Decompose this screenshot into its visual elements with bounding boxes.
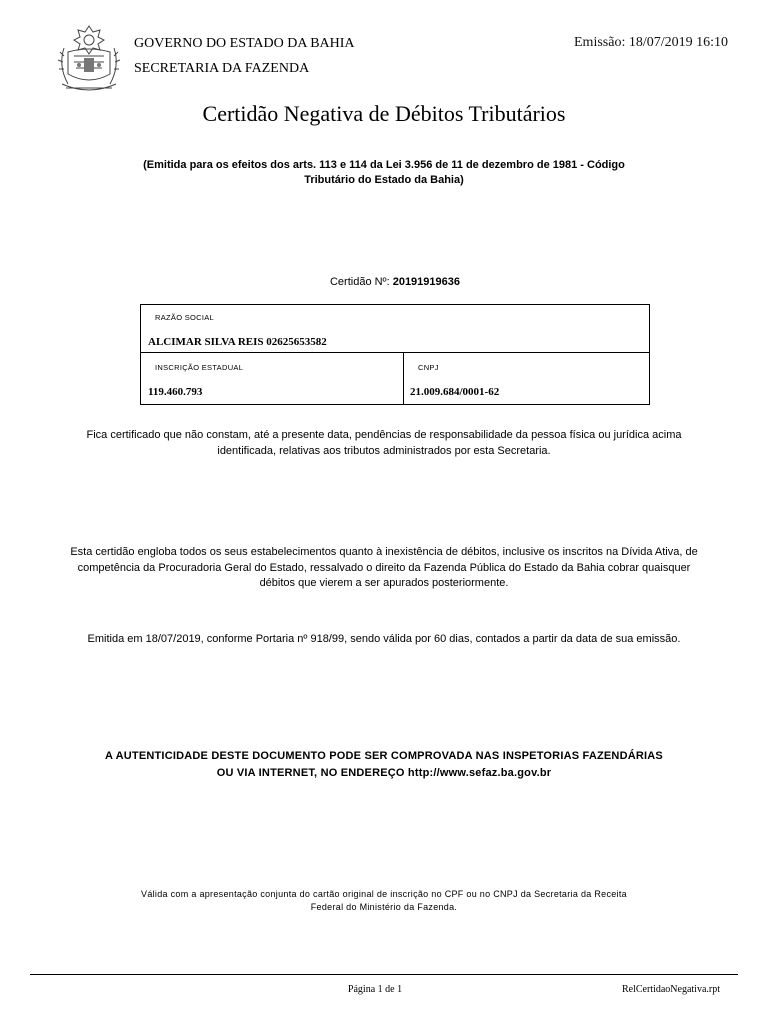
authenticity-notice: A AUTENTICIDADE DESTE DOCUMENTO PODE SER COMPROVADA NAS INSPETORIAS FAZENDÁRIAS OU VIA INTERNET, NO ENDEREÇO http://www.sefaz.ba.gov.br bbox=[105, 750, 663, 779]
taxpayer-info-box bbox=[140, 304, 650, 405]
cnpj-value: 21.009.684/0001-62 bbox=[410, 386, 500, 398]
department-name: SECRETARIA DA FAZENDA bbox=[134, 61, 310, 76]
company-name-value: ALCIMAR SILVA REIS 02625653582 bbox=[148, 336, 327, 348]
document-title: Certidão Negativa de Débitos Tributários bbox=[202, 101, 566, 126]
emission-date: Emissão: 18/07/2019 16:10 bbox=[574, 35, 728, 50]
footer-divider bbox=[30, 974, 738, 975]
state-registration-value: 119.460.793 bbox=[148, 386, 203, 398]
name-row bbox=[141, 305, 649, 353]
validity-paragraph: Emitida em 18/07/2019, conforme Portaria nº 918/99, sendo válida por 60 dias, contados a partir da data de sua emissão. bbox=[87, 633, 681, 645]
validity-note: Válida com a apresentação conjunta do cartão original de inscrição no CPF ou no CNPJ da Secretaria da Receita Federal do Ministério da Fazenda. bbox=[141, 889, 627, 912]
page-number: Página 1 de 1 bbox=[347, 984, 403, 995]
scope-paragraph: Esta certidão engloba todos os seus estabelecimentos quanto à inexistência de débitos, inclusive os inscritos na Dívida Ativa, de competência da Procuradoria Geral do Estado, ressalvado o direito da Fazenda Pública do Estado da Bahia cobrar quaisquer débitos que vierem a ser apurados posteriormente. bbox=[70, 546, 698, 589]
state-registration-cell bbox=[141, 353, 404, 405]
organization-name: GOVERNO DO ESTADO DA BAHIA bbox=[134, 36, 355, 51]
cnpj-cell bbox=[404, 353, 650, 405]
certificate-number-value: 20191919636 bbox=[392, 276, 460, 288]
cnpj-label: CNPJ bbox=[418, 363, 439, 372]
state-registration-label: INSCRIÇÃO ESTADUAL bbox=[155, 363, 244, 372]
company-name-label: RAZÃO SOCIAL bbox=[155, 313, 215, 322]
certification-paragraph: Fica certificado que não constam, até a presente data, pendências de responsabilidade da pessoa física ou jurídica acima identificada, relativas aos tributos administrados por esta Secretaria. bbox=[86, 429, 682, 457]
coat-of-arms-icon bbox=[54, 22, 124, 96]
document-subtitle: (Emitida para os efeitos dos arts. 113 e 114 da Lei 3.956 de 11 de dezembro de 1981 - Código Tributário do Estado da Bahia) bbox=[143, 159, 625, 186]
certificate-number bbox=[0, 276, 768, 288]
report-filename: RelCertidaoNegativa.rpt bbox=[621, 984, 720, 995]
certificate-number-label: Certidão Nº: bbox=[329, 276, 393, 288]
